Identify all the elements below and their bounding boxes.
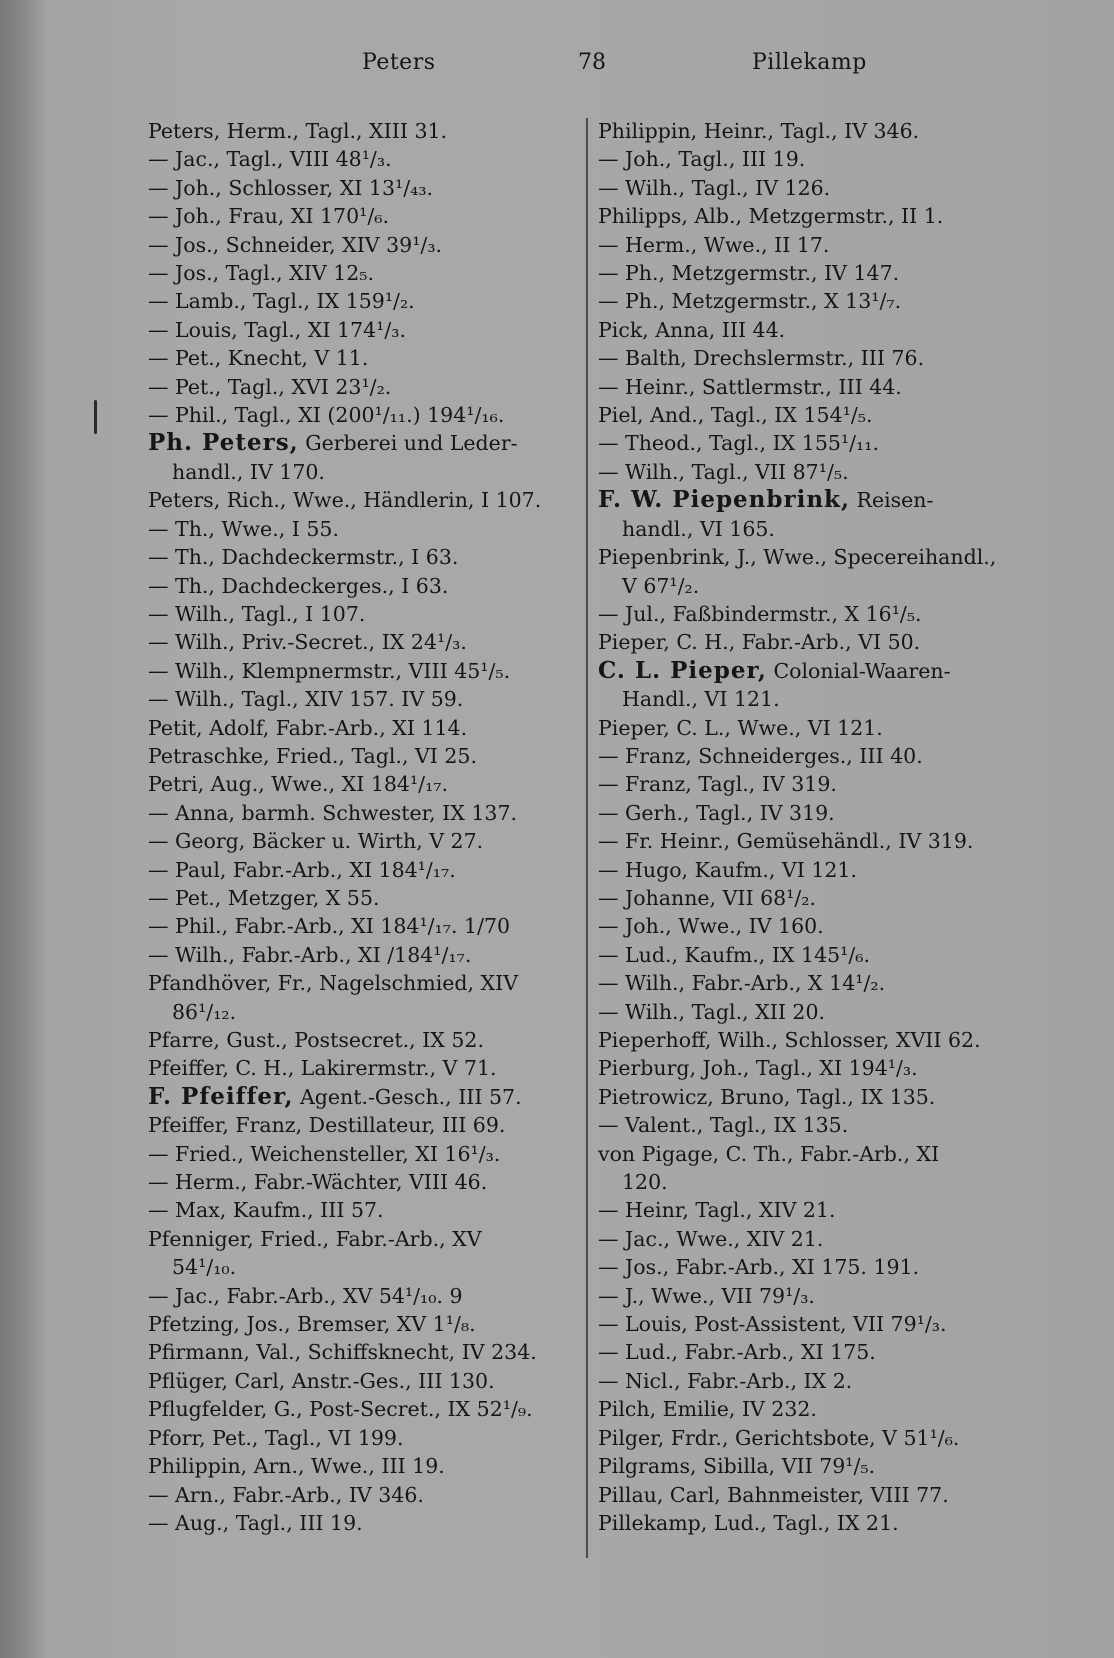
directory-entry: — Wilh., Tagl., XIV 157. IV 59. (148, 687, 464, 712)
directory-entry: — Franz, Tagl., IV 319. (598, 772, 837, 797)
directory-entry: — Joh., Wwe., IV 160. (598, 914, 824, 939)
directory-entry: — Phil., Fabr.-Arb., XI 184¹/₁₇. 1/70 (148, 914, 511, 939)
directory-entry: von Pigage, C. Th., Fabr.-Arb., XI (598, 1141, 940, 1166)
directory-entry: — Herm., Fabr.-Wächter, VIII 46. (148, 1170, 488, 1195)
directory-entry: — Jac., Tagl., VIII 48¹/₃. (148, 147, 392, 172)
directory-entry: Pieper, C. L., Wwe., VI 121. (598, 715, 883, 740)
directory-entry: Handl., VI 121. (622, 687, 780, 712)
directory-entry: Pillau, Carl, Bahnmeister, VIII 77. (598, 1482, 949, 1507)
header-right-keyword: Pillekamp (752, 50, 867, 75)
page-header (0, 50, 1114, 90)
directory-entry: Pfirmann, Val., Schiffsknecht, IV 234. (148, 1340, 537, 1365)
directory-entry: — Lamb., Tagl., IX 159¹/₂. (148, 289, 415, 314)
directory-entry: — Th., Wwe., I 55. (148, 516, 339, 541)
directory-entry: Pfeiffer, C. H., Lakirermstr., V 71. (148, 1056, 497, 1081)
directory-entry (148, 429, 573, 457)
directory-entry: Piel, And., Tagl., IX 154¹/₅. (598, 403, 873, 428)
directory-entry: — Pet., Knecht, V 11. (148, 346, 369, 371)
firm-name: F. Pfeiffer, (148, 1082, 294, 1110)
directory-entry: — Pet., Metzger, X 55. (148, 885, 380, 910)
directory-entry: — Louis, Tagl., XI 174¹/₃. (148, 317, 407, 342)
directory-entry: — Lud., Fabr.-Arb., XI 175. (598, 1340, 876, 1365)
directory-entry: — Max, Kaufm., III 57. (148, 1198, 384, 1223)
directory-entry: Pflugfelder, G., Post-Secret., IX 52¹/₉. (148, 1397, 533, 1422)
directory-entry: Peters, Herm., Tagl., XIII 31. (148, 119, 448, 143)
directory-entry: Pick, Anna, III 44. (598, 317, 786, 342)
directory-entry: Petit, Adolf, Fabr.-Arb., XI 114. (148, 715, 468, 740)
directory-entry: — Joh., Frau, XI 170¹/₆. (148, 204, 390, 229)
directory-entry: Pflüger, Carl, Anstr.-Ges., III 130. (148, 1368, 495, 1393)
directory-entry: — Fr. Heinr., Gemüsehändl., IV 319. (598, 829, 974, 854)
directory-entry: — Ph., Metzgermstr., IV 147. (598, 261, 900, 286)
firm-name: C. L. Pieper, (598, 656, 767, 684)
page-number: 78 (578, 50, 606, 75)
directory-entry: — Valent., Tagl., IX 135. (598, 1113, 849, 1138)
directory-entry: Philippin, Arn., Wwe., III 19. (148, 1454, 445, 1479)
directory-entry: — Th., Dachdeckerges., I 63. (148, 573, 449, 598)
directory-entry: — Heinr., Sattlermstr., III 44. (598, 374, 902, 399)
directory-entry: Pieper, C. H., Fabr.-Arb., VI 50. (598, 630, 921, 655)
directory-entry: — Nicl., Fabr.-Arb., IX 2. (598, 1368, 853, 1393)
directory-entry: Pfenniger, Fried., Fabr.-Arb., XV (148, 1226, 482, 1251)
directory-entry (148, 1083, 573, 1111)
directory-entry: — Th., Dachdeckermstr., I 63. (148, 545, 459, 570)
directory-entry (598, 486, 1028, 514)
directory-entry: — Heinr, Tagl., XIV 21. (598, 1198, 836, 1223)
directory-entry: — Ph., Metzgermstr., X 13¹/₇. (598, 289, 902, 314)
directory-entry: — Gerh., Tagl., IV 319. (598, 800, 835, 825)
directory-entry: — Wilh., Priv.-Secret., IX 24¹/₃. (148, 630, 467, 655)
directory-entry: Pilch, Emilie, IV 232. (598, 1397, 817, 1422)
directory-entry: — Jos., Schneider, XIV 39¹/₃. (148, 232, 443, 257)
directory-entry: — Balth, Drechslermstr., III 76. (598, 346, 925, 371)
directory-entry: Pfetzing, Jos., Bremser, XV 1¹/₈. (148, 1312, 476, 1337)
directory-entry: — Johanne, VII 68¹/₂. (598, 885, 817, 910)
directory-entry: 120. (622, 1170, 668, 1195)
directory-entry: — Anna, barmh. Schwester, IX 137. (148, 800, 518, 825)
directory-entry: — Joh., Tagl., III 19. (598, 147, 806, 172)
firm-name: Ph. Peters, (148, 429, 299, 457)
directory-entry: Pierburg, Joh., Tagl., XI 194¹/₃. (598, 1056, 918, 1081)
directory-entry: — Wilh., Fabr.-Arb., X 14¹/₂. (598, 971, 886, 996)
directory-entry: — Jac., Fabr.-Arb., XV 54¹/₁₀. 9 (148, 1283, 463, 1308)
directory-entry: — Joh., Schlosser, XI 13¹/₄₃. (148, 175, 434, 200)
directory-entry: — Jac., Wwe., XIV 21. (598, 1226, 824, 1251)
directory-entry: Pfandhöver, Fr., Nagelschmied, XIV (148, 971, 519, 996)
header-left-keyword: Peters (362, 50, 436, 75)
directory-entry: — Arn., Fabr.-Arb., IV 346. (148, 1482, 424, 1507)
firm-details: Agent.-Gesch., III 57. (293, 1084, 522, 1109)
directory-entry (598, 657, 1028, 685)
directory-entry: Philipps, Alb., Metzgermstr., II 1. (598, 204, 944, 229)
directory-entry: — Theod., Tagl., IX 155¹/₁₁. (598, 431, 879, 456)
directory-entry: Pieperhoff, Wilh., Schlosser, XVII 62. (598, 1028, 981, 1052)
firm-details: Gerberei und Leder- (298, 431, 518, 456)
directory-entry: — Wilh., Tagl., XII 20. (598, 999, 826, 1024)
firm-details: Colonial-Waaren- (766, 658, 951, 683)
directory-entry: — Herm., Wwe., II 17. (598, 232, 830, 257)
directory-entry: V 67¹/₂. (622, 573, 700, 598)
directory-entry: Petri, Aug., Wwe., XI 184¹/₁₇. (148, 772, 449, 797)
directory-entry: Peters, Rich., Wwe., Händlerin, I 107. (148, 488, 542, 513)
firm-name: F. W. Piepenbrink, (598, 486, 850, 514)
directory-entry: — Fried., Weichensteller, XI 16¹/₃. (148, 1141, 501, 1166)
directory-entry: — Hugo, Kaufm., VI 121. (598, 857, 857, 882)
firm-details: Reisen- (850, 488, 934, 513)
directory-entry: Pietrowicz, Bruno, Tagl., IX 135. (598, 1084, 936, 1109)
directory-entry: — J., Wwe., VII 79¹/₃. (598, 1283, 815, 1308)
directory-entry: — Wilh., Tagl., VII 87¹/₅. (598, 459, 849, 484)
directory-entry: Pforr, Pet., Tagl., VI 199. (148, 1425, 404, 1450)
directory-entry: — Wilh., Tagl., I 107. (148, 601, 366, 626)
directory-entry: handl., IV 170. (172, 459, 325, 484)
pencil-margin-mark (94, 400, 97, 434)
directory-entry: — Phil., Tagl., XI (200¹/₁₁.) 194¹/₁₆. (148, 403, 505, 428)
directory-entry: Pillekamp, Lud., Tagl., IX 21. (598, 1510, 899, 1535)
directory-entry: — Wilh., Tagl., IV 126. (598, 175, 831, 200)
directory-entry: Pfarre, Gust., Postsecret., IX 52. (148, 1028, 484, 1052)
directory-entry: — Lud., Kaufm., IX 145¹/₆. (598, 942, 871, 967)
directory-entry: 54¹/₁₀. (172, 1255, 237, 1280)
directory-entry: — Franz, Schneiderges., III 40. (598, 743, 923, 768)
directory-entry: Pilgrams, Sibilla, VII 79¹/₅. (598, 1454, 876, 1479)
directory-entry: handl., VI 165. (622, 516, 775, 541)
left-column (148, 117, 573, 1537)
directory-entry: — Jos., Tagl., XIV 12₅. (148, 261, 375, 286)
directory-entry: Pfeiffer, Franz, Destillateur, III 69. (148, 1113, 506, 1138)
directory-entry: — Paul, Fabr.-Arb., XI 184¹/₁₇. (148, 857, 456, 882)
directory-entry: — Georg, Bäcker u. Wirth, V 27. (148, 829, 484, 854)
directory-entry: — Jul., Faßbindermstr., X 16¹/₅. (598, 601, 922, 626)
directory-entry: Pilger, Frdr., Gerichtsbote, V 51¹/₆. (598, 1425, 960, 1450)
directory-entry: — Aug., Tagl., III 19. (148, 1510, 363, 1535)
directory-entry: — Wilh., Klempnermstr., VIII 45¹/₅. (148, 658, 511, 683)
directory-entry: — Pet., Tagl., XVI 23¹/₂. (148, 374, 392, 399)
directory-entry: — Jos., Fabr.-Arb., XI 175. 191. (598, 1255, 920, 1280)
right-column (598, 117, 1028, 1537)
directory-entry: — Louis, Post-Assistent, VII 79¹/₃. (598, 1312, 947, 1337)
directory-entry: Philippin, Heinr., Tagl., IV 346. (598, 119, 920, 143)
directory-entry: Piepenbrink, J., Wwe., Specereihandl., (598, 545, 997, 570)
directory-entry: 86¹/₁₂. (172, 999, 237, 1024)
column-divider (586, 118, 588, 1558)
directory-entry: — Wilh., Fabr.-Arb., XI /184¹/₁₇. (148, 942, 472, 967)
directory-entry: Petraschke, Fried., Tagl., VI 25. (148, 743, 477, 768)
